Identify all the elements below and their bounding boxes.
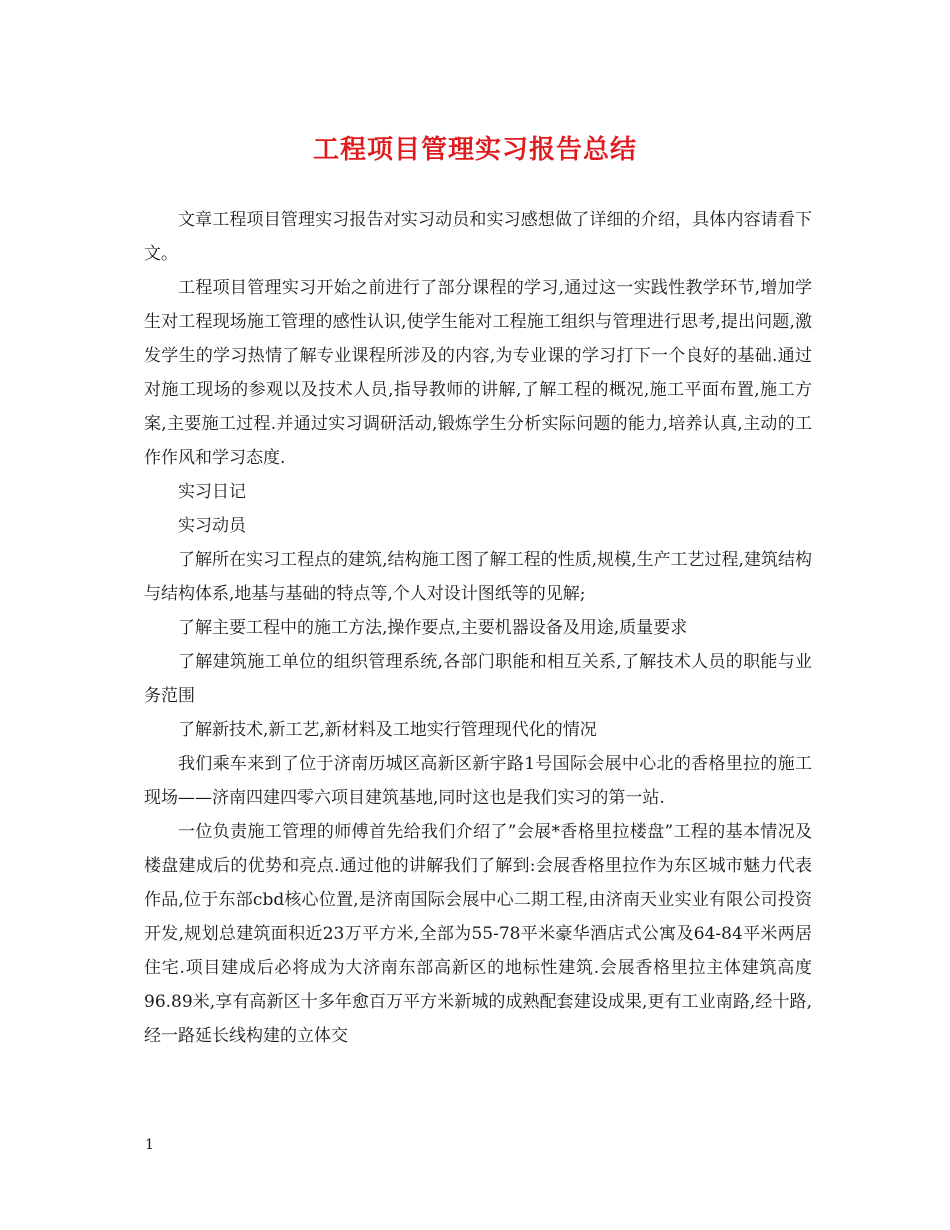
paragraph-intro: 文章工程项目管理实习报告对实习动员和实习感想做了详细的介绍，具体内容请看下文。 — [144, 210, 812, 264]
document-body — [144, 203, 812, 1053]
page-number: 1 — [145, 1137, 154, 1153]
paragraph-objective-1: 了解所在实习工程点的建筑,结构施工图了解工程的性质,规模,生产工艺过程,建筑结构与结构体系,地基与基础的特点等,个人对设计图纸等的见解; — [144, 550, 812, 604]
section-heading-mobilization: 实习动员 — [178, 516, 246, 536]
document-title: 工程项目管理实习报告总结 — [312, 135, 637, 165]
paragraph-objective-3: 了解建筑施工单位的组织管理系统,各部门职能和相互关系,了解技术人员的职能与业务范围 — [144, 652, 812, 706]
paragraph-objective-4: 了解新技术,新工艺,新材料及工地实行管理现代化的情况 — [178, 720, 597, 740]
section-heading-diary: 实习日记 — [178, 482, 246, 502]
paragraph-overview: 工程项目管理实习开始之前进行了部分课程的学习,通过这一实践性教学环节,增加学生对工程现场施工管理的感性认识,使学生能对工程施工组织与管理进行思考,提出问题,激发学生的学习热情了解专业课程所涉及的内容,为专业课的学习打下一个良好的基础.通过对施工现场的参观以及技术人员,指导教师的讲解,了解工程的概况,施工平面布置,施工方案,主要施工过程.并通过实习调研活动,锻炼学生分析实际问题的能力,培养认真,主动的工作作风和学习态度. — [144, 278, 812, 468]
paragraph-project-intro: 一位负责施工管理的师傅首先给我们介绍了”会展*香格里拉楼盘”工程的基本情况及楼盘建成后的优势和亮点.通过他的讲解我们了解到:会展香格里拉作为东区城市魅力代表作品,位于东部cbd核心位置,是济南国际会展中心二期工程,由济南天业实业有限公司投资开发,规划总建筑面积近23万平方米,全部为55-78平米豪华酒店式公寓及64-84平米两居住宅.项目建成后必将成为大济南东部高新区的地标性建筑.会展香格里拉主体建筑高度96.89米,享有高新区十多年愈百万平方米新城的成熟配套建设成果,更有工业南路,经十路,经一路延长线构建的立体交 — [144, 822, 812, 1046]
paragraph-objective-2: 了解主要工程中的施工方法,操作要点,主要机器设备及用途,质量要求 — [178, 618, 688, 638]
paragraph-site-visit: 我们乘车来到了位于济南历城区高新区新宇路1号国际会展中心北的香格里拉的施工现场——济南四建四零六项目建筑基地,同时这也是我们实习的第一站. — [144, 754, 812, 808]
